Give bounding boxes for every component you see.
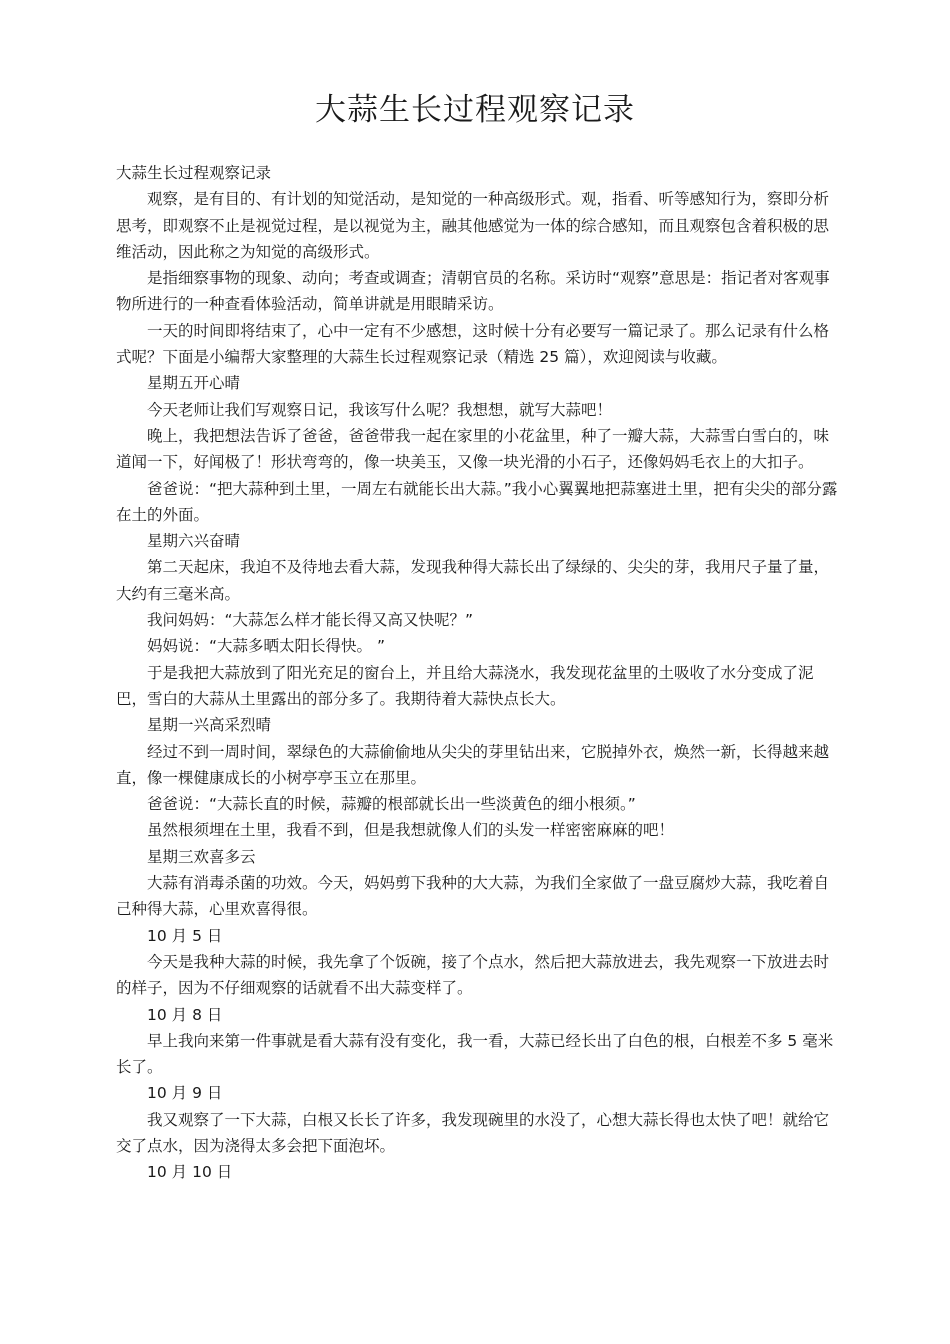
paragraph: 观察，是有目的、有计划的知觉活动，是知觉的一种高级形式。观，指看、听等感知行为，察即分析思考，即观察不止是视觉过程，是以视觉为主，融其他感觉为一体的综合感知，而且观察包含着积极的思维活动，因此称之为知觉的高级形式。: [116, 190, 830, 261]
paragraph: 一天的时间即将结束了，心中一定有不少感想，这时候十分有必要写一篇记录了。那么记录有什么格式呢？下面是小编帮大家整理的大蒜生长过程观察记录（精选 25 篇），欢迎阅读与收藏。: [116, 321, 830, 367]
paragraph: 妈妈说：“大蒜多晒太阳长得快。 ”: [147, 637, 385, 656]
paragraph: 于是我把大蒜放到了阳光充足的窗台上，并且给大蒜浇水，我发现花盆里的土吸收了水分变成了泥巴，雪白的大蒜从土里露出的部分多了。我期待着大蒜快点长大。: [116, 663, 814, 708]
paragraph: 今天老师让我们写观察日记，我该写什么呢？我想想，就写大蒜吧！: [147, 400, 613, 419]
paragraph: 大蒜有消毒杀菌的功效。今天，妈妈剪下我种的大大蒜，为我们全家做了一盘豆腐炒大蒜，我吃着自己种得大蒜，心里欢喜得很。: [116, 874, 830, 919]
paragraph: 第二天起床，我迫不及待地去看大蒜，发现我种得大蒜长出了绿绿的、尖尖的芽，我用尺子量了量，大约有三毫米高。: [116, 558, 830, 603]
date-heading: 10 月 5 日: [147, 926, 223, 945]
paragraph: 早上我向来第一件事就是看大蒜有没有变化，我一看，大蒜已经长出了白色的根，白根差不多 5 毫米长了。: [116, 1031, 834, 1077]
paragraph: 我问妈妈：“大蒜怎么样才能长得又高又快呢？”: [147, 611, 474, 630]
paragraph: 爸爸说：“大蒜长直的时候，蒜瓣的根部就长出一些淡黄色的细小根须。”: [147, 795, 636, 814]
date-heading: 10 月 10 日: [147, 1163, 233, 1182]
paragraph: 是指细察事物的现象、动向；考查或调查；清朝官员的名称。采访时“观察”意思是：指记者对客观事物所进行的一种查看体验活动，简单讲就是用眼睛采访。: [116, 269, 830, 314]
diary-heading: 星期五开心晴: [147, 374, 241, 393]
diary-heading: 星期一兴高采烈晴: [147, 716, 272, 735]
document-title: 大蒜生长过程观察记录: [315, 92, 635, 128]
subtitle-paragraph: 大蒜生长过程观察记录: [116, 164, 272, 182]
paragraph: 经过不到一周时间，翠绿色的大蒜偷偷地从尖尖的芽里钻出来，它脱掉外衣，焕然一新，长得越来越直，像一棵健康成长的小树亭亭玉立在那里。: [116, 742, 830, 787]
paragraph: 虽然根须埋在土里，我看不到，但是我想就像人们的头发一样密密麻麻的吧！: [147, 821, 675, 840]
paragraph: 爸爸说：“把大蒜种到土里，一周左右就能长出大蒜。”我小心翼翼地把蒜塞进土里，把有尖尖的部分露在土的外面。: [116, 479, 838, 524]
paragraph: 晚上，我把想法告诉了爸爸，爸爸带我一起在家里的小花盆里，种了一瓣大蒜，大蒜雪白雪白的，味道闻一下，好闻极了！形状弯弯的，像一块美玉，又像一块光滑的小石子，还像妈妈毛衣上的大扣子。: [116, 426, 830, 472]
paragraph: 我又观察了一下大蒜，白根又长长了许多，我发现碗里的水没了，心想大蒜长得也太快了吧！就给它交了点水，因为浇得太多会把下面泡坏。: [116, 1110, 830, 1155]
diary-heading: 星期三欢喜多云: [147, 847, 256, 866]
paragraph: 今天是我种大蒜的时候，我先拿了个饭碗，接了个点水，然后把大蒜放进去，我先观察一下放进去时的样子，因为不仔细观察的话就看不出大蒜变样了。: [116, 952, 830, 998]
diary-heading: 星期六兴奋晴: [147, 532, 241, 551]
document-body: [116, 160, 842, 1186]
date-heading: 10 月 8 日: [147, 1005, 223, 1024]
date-heading: 10 月 9 日: [147, 1084, 223, 1103]
